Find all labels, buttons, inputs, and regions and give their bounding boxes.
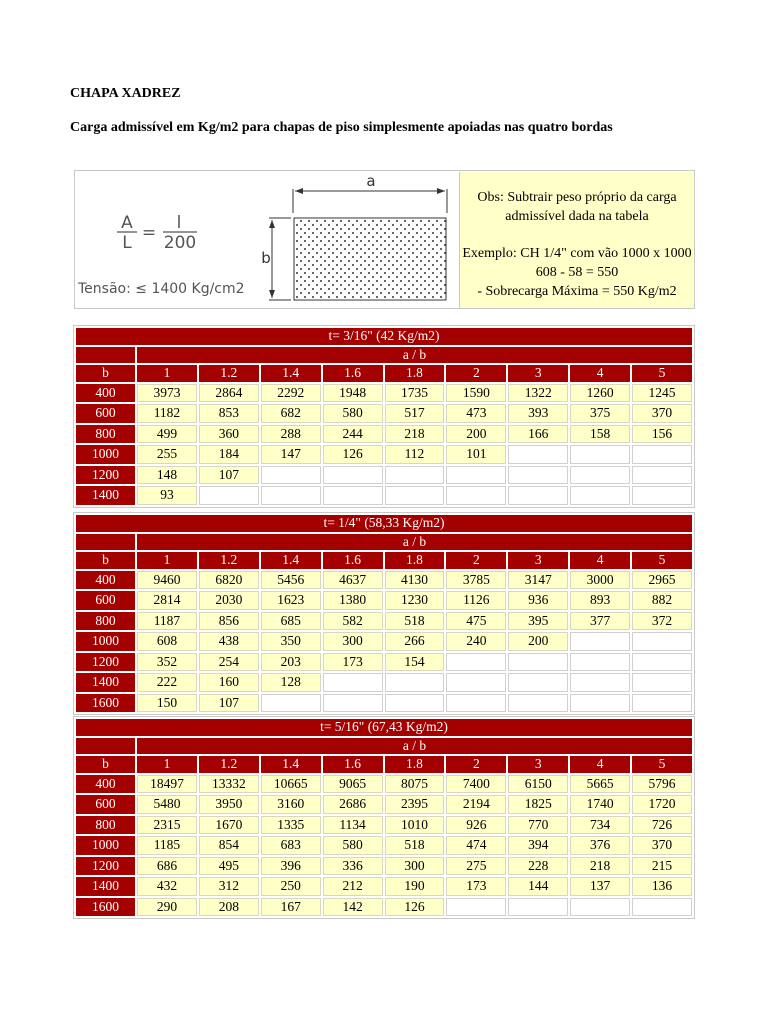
- table-row: [76, 404, 692, 423]
- load-value: 215: [632, 857, 692, 876]
- load-value: 184: [199, 445, 259, 464]
- load-value: 218: [385, 425, 445, 444]
- table-row: [76, 591, 692, 610]
- load-value: 474: [446, 836, 506, 855]
- table-title: t= 1/4" (58,33 Kg/m2): [76, 515, 692, 532]
- empty-cell: [508, 466, 568, 485]
- formula-denominator: 200: [163, 233, 197, 253]
- empty-cell: [632, 632, 692, 651]
- column-header: 4: [570, 365, 630, 382]
- empty-cell: [508, 694, 568, 713]
- load-value: 370: [632, 836, 692, 855]
- load-value: 240: [446, 632, 506, 651]
- load-value: 432: [137, 877, 197, 896]
- load-value: 250: [261, 877, 321, 896]
- table-row: [76, 632, 692, 651]
- empty-cell: [570, 653, 630, 672]
- load-value: 208: [199, 898, 259, 917]
- table-row: [76, 486, 692, 505]
- empty-cell: [632, 653, 692, 672]
- load-value: 3950: [199, 795, 259, 814]
- load-value: 473: [446, 404, 506, 423]
- load-value: 6150: [508, 775, 568, 794]
- column-header: 2: [446, 365, 506, 382]
- load-value: 1134: [323, 816, 383, 835]
- load-value: 856: [199, 612, 259, 631]
- load-value: 166: [508, 425, 568, 444]
- column-header: 1: [137, 756, 197, 773]
- load-value: 1590: [446, 384, 506, 403]
- table-row: [76, 877, 692, 896]
- obs-line-5: - Sobrecarga Máxima = 550 Kg/m2: [477, 284, 677, 299]
- load-value: 244: [323, 425, 383, 444]
- column-header: 1.6: [323, 365, 383, 382]
- ratio-header: a / b: [137, 347, 692, 364]
- load-value: 160: [199, 673, 259, 692]
- load-value: 203: [261, 653, 321, 672]
- load-value: 4637: [323, 571, 383, 590]
- load-value: 18497: [137, 775, 197, 794]
- table-row: [76, 653, 692, 672]
- empty-cell: [323, 694, 383, 713]
- table-row: [76, 857, 692, 876]
- row-b-value: 1400: [76, 486, 135, 505]
- empty-cell: [632, 466, 692, 485]
- load-value: 3160: [261, 795, 321, 814]
- empty-cell: [570, 486, 630, 505]
- corner-cell: [76, 347, 135, 364]
- column-header: 5: [632, 365, 692, 382]
- table-row: [76, 775, 692, 794]
- table-title: t= 3/16" (42 Kg/m2): [76, 328, 692, 345]
- load-value: 1185: [137, 836, 197, 855]
- load-value: 936: [508, 591, 568, 610]
- column-header: 1: [137, 552, 197, 569]
- empty-cell: [570, 466, 630, 485]
- load-value: 377: [570, 612, 630, 631]
- corner-cell: [76, 534, 135, 551]
- empty-cell: [446, 673, 506, 692]
- load-value: 156: [632, 425, 692, 444]
- empty-cell: [570, 632, 630, 651]
- empty-cell: [508, 898, 568, 917]
- load-value: 926: [446, 816, 506, 835]
- empty-cell: [323, 466, 383, 485]
- load-value: 112: [385, 445, 445, 464]
- empty-cell: [632, 694, 692, 713]
- load-value: 13332: [199, 775, 259, 794]
- load-value: 10665: [261, 775, 321, 794]
- load-value: 1380: [323, 591, 383, 610]
- load-value: 1126: [446, 591, 506, 610]
- column-header: 2: [446, 756, 506, 773]
- load-value: 218: [570, 857, 630, 876]
- empty-cell: [632, 445, 692, 464]
- column-header-row: [76, 365, 692, 382]
- empty-cell: [446, 898, 506, 917]
- column-header: 1: [137, 365, 197, 382]
- formula-equals: =: [141, 223, 157, 243]
- load-value: 5480: [137, 795, 197, 814]
- empty-cell: [570, 898, 630, 917]
- row-b-value: 800: [76, 612, 135, 631]
- load-value: 882: [632, 591, 692, 610]
- load-value: 395: [508, 612, 568, 631]
- row-b-value: 800: [76, 816, 135, 835]
- row-b-value: 1400: [76, 673, 135, 692]
- load-value: 312: [199, 877, 259, 896]
- load-value: 2864: [199, 384, 259, 403]
- load-value: 734: [570, 816, 630, 835]
- column-header: 1.8: [385, 756, 445, 773]
- row-b-value: 400: [76, 775, 135, 794]
- load-value: 517: [385, 404, 445, 423]
- load-value: 770: [508, 816, 568, 835]
- column-header: 5: [632, 552, 692, 569]
- column-header: 4: [570, 756, 630, 773]
- empty-cell: [385, 673, 445, 692]
- load-table: [74, 513, 694, 714]
- load-value: 396: [261, 857, 321, 876]
- empty-cell: [323, 673, 383, 692]
- row-b-value: 1200: [76, 466, 135, 485]
- row-b-value: 1000: [76, 836, 135, 855]
- load-value: 147: [261, 445, 321, 464]
- row-b-value: 1600: [76, 694, 135, 713]
- load-value: 893: [570, 591, 630, 610]
- empty-cell: [570, 445, 630, 464]
- row-b-value: 400: [76, 384, 135, 403]
- empty-cell: [632, 486, 692, 505]
- load-value: 228: [508, 857, 568, 876]
- load-value: 372: [632, 612, 692, 631]
- load-value: 1740: [570, 795, 630, 814]
- load-value: 370: [632, 404, 692, 423]
- load-value: 854: [199, 836, 259, 855]
- load-value: 350: [261, 632, 321, 651]
- load-value: 336: [323, 857, 383, 876]
- load-value: 1735: [385, 384, 445, 403]
- formula-numerator: l: [176, 213, 182, 233]
- load-value: 212: [323, 877, 383, 896]
- load-value: 4130: [385, 571, 445, 590]
- table-row: [76, 466, 692, 485]
- load-value: 1825: [508, 795, 568, 814]
- load-value: 1260: [570, 384, 630, 403]
- load-value: 173: [446, 877, 506, 896]
- load-value: 9065: [323, 775, 383, 794]
- load-value: 5456: [261, 571, 321, 590]
- corner-cell: [76, 738, 135, 755]
- load-value: 1322: [508, 384, 568, 403]
- load-value: 2686: [323, 795, 383, 814]
- dimension-b-label: b: [261, 249, 271, 267]
- load-value: 2292: [261, 384, 321, 403]
- column-header-row: [76, 552, 692, 569]
- empty-cell: [508, 653, 568, 672]
- empty-cell: [261, 486, 321, 505]
- load-value: 608: [137, 632, 197, 651]
- load-value: 167: [261, 898, 321, 917]
- column-header: 2: [446, 552, 506, 569]
- column-header: 1.4: [261, 756, 321, 773]
- empty-cell: [446, 694, 506, 713]
- column-header: 5: [632, 756, 692, 773]
- load-value: 3785: [446, 571, 506, 590]
- table-title: t= 5/16" (67,43 Kg/m2): [76, 719, 692, 736]
- row-b-value: 1000: [76, 445, 135, 464]
- load-value: 300: [385, 857, 445, 876]
- table-row: [76, 816, 692, 835]
- load-value: 288: [261, 425, 321, 444]
- load-value: 1010: [385, 816, 445, 835]
- load-value: 5665: [570, 775, 630, 794]
- load-value: 375: [570, 404, 630, 423]
- load-value: 300: [323, 632, 383, 651]
- load-value: 1720: [632, 795, 692, 814]
- load-value: 154: [385, 653, 445, 672]
- load-value: 495: [199, 857, 259, 876]
- page-title: CHAPA XADREZ: [70, 86, 181, 101]
- load-value: 5796: [632, 775, 692, 794]
- load-value: 275: [446, 857, 506, 876]
- load-value: 148: [137, 466, 197, 485]
- column-header: 1.8: [385, 552, 445, 569]
- table-row: [76, 425, 692, 444]
- table-row: [76, 694, 692, 713]
- load-value: 518: [385, 836, 445, 855]
- empty-cell: [385, 466, 445, 485]
- load-value: 200: [508, 632, 568, 651]
- load-value: 3000: [570, 571, 630, 590]
- column-header-row: [76, 756, 692, 773]
- load-value: 1623: [261, 591, 321, 610]
- load-value: 173: [323, 653, 383, 672]
- row-b-value: 1600: [76, 898, 135, 917]
- empty-cell: [323, 486, 383, 505]
- load-value: 360: [199, 425, 259, 444]
- load-value: 128: [261, 673, 321, 692]
- load-value: 2030: [199, 591, 259, 610]
- load-value: 222: [137, 673, 197, 692]
- load-value: 255: [137, 445, 197, 464]
- load-value: 7400: [446, 775, 506, 794]
- load-value: 1187: [137, 612, 197, 631]
- tension-label: Tensão: ≤ 1400 Kg/cm2: [78, 281, 245, 297]
- load-value: 2395: [385, 795, 445, 814]
- b-header: b: [76, 756, 135, 773]
- table-row: [76, 571, 692, 590]
- load-value: 2965: [632, 571, 692, 590]
- load-value: 150: [137, 694, 197, 713]
- load-value: 2315: [137, 816, 197, 835]
- load-value: 9460: [137, 571, 197, 590]
- column-header: 1.2: [199, 552, 259, 569]
- load-value: 8075: [385, 775, 445, 794]
- load-value: 142: [323, 898, 383, 917]
- b-header: b: [76, 365, 135, 382]
- load-value: 853: [199, 404, 259, 423]
- column-header: 1.8: [385, 365, 445, 382]
- load-value: 683: [261, 836, 321, 855]
- table-row: [76, 445, 692, 464]
- load-value: 93: [137, 486, 197, 505]
- page-subtitle: Carga admissível em Kg/m2 para chapas de piso simplesmente apoiadas nas quatro bordas: [70, 120, 613, 135]
- load-value: 685: [261, 612, 321, 631]
- table-row: [76, 795, 692, 814]
- column-header: 4: [570, 552, 630, 569]
- column-header: 3: [508, 365, 568, 382]
- load-value: 3147: [508, 571, 568, 590]
- ratio-header: a / b: [137, 738, 692, 755]
- load-value: 158: [570, 425, 630, 444]
- table-row: [76, 612, 692, 631]
- empty-cell: [385, 486, 445, 505]
- row-b-value: 600: [76, 591, 135, 610]
- load-value: 1182: [137, 404, 197, 423]
- table-row: [76, 836, 692, 855]
- load-value: 1245: [632, 384, 692, 403]
- load-value: 200: [446, 425, 506, 444]
- empty-cell: [261, 694, 321, 713]
- empty-cell: [508, 673, 568, 692]
- obs-line-4: 608 - 58 = 550: [535, 265, 619, 280]
- obs-line-2: admissível dada na tabela: [505, 209, 649, 224]
- empty-cell: [570, 694, 630, 713]
- column-header: 1.4: [261, 365, 321, 382]
- load-value: 290: [137, 898, 197, 917]
- empty-cell: [632, 898, 692, 917]
- load-value: 137: [570, 877, 630, 896]
- load-value: 438: [199, 632, 259, 651]
- load-value: 518: [385, 612, 445, 631]
- table-row: [76, 384, 692, 403]
- column-header: 1.2: [199, 365, 259, 382]
- load-value: 352: [137, 653, 197, 672]
- row-b-value: 800: [76, 425, 135, 444]
- formula-l: L: [122, 233, 132, 253]
- load-value: 394: [508, 836, 568, 855]
- load-value: 126: [323, 445, 383, 464]
- empty-cell: [570, 673, 630, 692]
- row-b-value: 1400: [76, 877, 135, 896]
- load-value: 190: [385, 877, 445, 896]
- dotted-plate: [294, 218, 446, 300]
- load-table: [74, 326, 694, 507]
- row-b-value: 1000: [76, 632, 135, 651]
- table-row: [76, 898, 692, 917]
- table-row: [76, 673, 692, 692]
- load-value: 686: [137, 857, 197, 876]
- load-value: 1335: [261, 816, 321, 835]
- load-value: 682: [261, 404, 321, 423]
- load-value: 2194: [446, 795, 506, 814]
- load-value: 6820: [199, 571, 259, 590]
- row-b-value: 400: [76, 571, 135, 590]
- load-value: 1230: [385, 591, 445, 610]
- empty-cell: [446, 653, 506, 672]
- load-value: 582: [323, 612, 383, 631]
- load-value: 136: [632, 877, 692, 896]
- load-value: 144: [508, 877, 568, 896]
- obs-line-3: Exemplo: CH 1/4" com vão 1000 x 1000: [462, 246, 692, 261]
- load-value: 126: [385, 898, 445, 917]
- load-value: 475: [446, 612, 506, 631]
- empty-cell: [199, 486, 259, 505]
- load-value: 266: [385, 632, 445, 651]
- load-value: 580: [323, 404, 383, 423]
- empty-cell: [508, 486, 568, 505]
- row-b-value: 600: [76, 404, 135, 423]
- load-table: [74, 717, 694, 918]
- load-value: 1670: [199, 816, 259, 835]
- row-b-value: 600: [76, 795, 135, 814]
- empty-cell: [508, 445, 568, 464]
- empty-cell: [385, 694, 445, 713]
- load-value: 254: [199, 653, 259, 672]
- column-header: 1.6: [323, 756, 383, 773]
- load-value: 580: [323, 836, 383, 855]
- column-header: 3: [508, 756, 568, 773]
- observation-box: [459, 172, 694, 308]
- row-b-value: 1200: [76, 857, 135, 876]
- load-value: 3973: [137, 384, 197, 403]
- empty-cell: [446, 466, 506, 485]
- b-header: b: [76, 552, 135, 569]
- empty-cell: [261, 466, 321, 485]
- load-value: 376: [570, 836, 630, 855]
- load-value: 393: [508, 404, 568, 423]
- empty-cell: [632, 673, 692, 692]
- load-value: 1948: [323, 384, 383, 403]
- column-header: 1.2: [199, 756, 259, 773]
- load-value: 101: [446, 445, 506, 464]
- load-value: 499: [137, 425, 197, 444]
- load-value: 2814: [137, 591, 197, 610]
- column-header: 1.6: [323, 552, 383, 569]
- load-value: 107: [199, 694, 259, 713]
- formula-a: A: [121, 213, 133, 233]
- empty-cell: [446, 486, 506, 505]
- load-value: 726: [632, 816, 692, 835]
- obs-line-1: Obs: Subtrair peso próprio da carga: [477, 190, 677, 205]
- row-b-value: 1200: [76, 653, 135, 672]
- column-header: 1.4: [261, 552, 321, 569]
- load-value: 107: [199, 466, 259, 485]
- dimension-a-label: a: [366, 172, 376, 190]
- column-header: 3: [508, 552, 568, 569]
- ratio-header: a / b: [137, 534, 692, 551]
